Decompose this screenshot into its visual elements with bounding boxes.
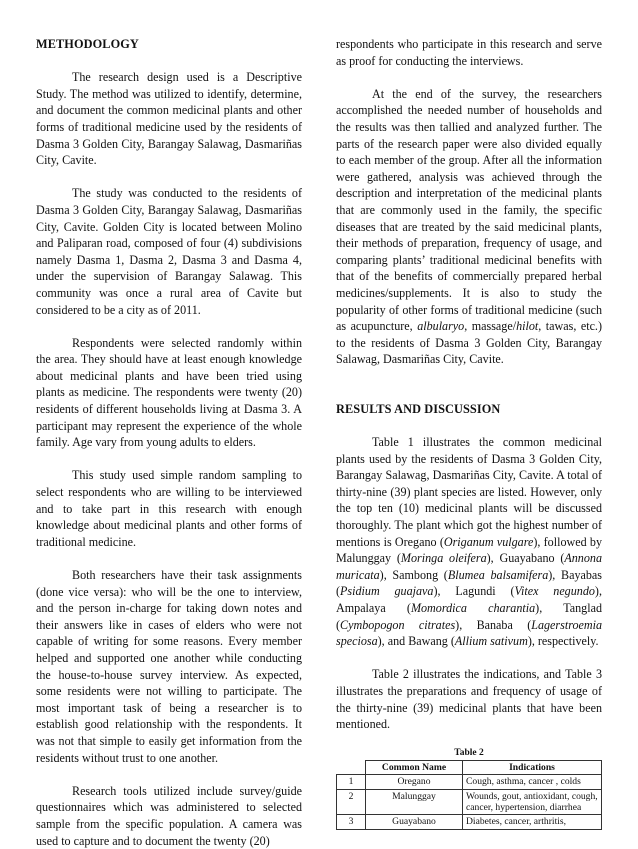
text-run: ), Tanglad ( [336,601,602,632]
row-number: 2 [337,789,366,815]
methodology-paragraph-1: The research design used is a Descriptive Study. The method was utilized to identify, determine, and document the common medicinal plants and other forms of traditional medicine used by the residents of Dasma 3 Golden City, Barangay Salawag, Dasmariñas City, Cavite. [36,70,302,168]
table-header-common-name: Common Name [366,760,463,774]
table-header-row [337,760,602,774]
methodology-heading: METHODOLOGY [36,37,139,51]
scientific-name: Annona muricata [336,551,602,582]
row-number: 1 [337,775,366,789]
right-column [336,36,602,830]
text-run: , tawas, etc.) to the residents of Dasma 3 Golden City, Barangay Salawag, Dasmariñas City, Cavite. [336,319,602,367]
text-run: ), Sambong ( [379,567,448,582]
scientific-name: Moringa oleifera [400,551,487,566]
table-row [337,789,602,815]
methodology-paragraph-2: The study was conducted to the residents of Dasma 3 Golden City, Barangay Salawag, Dasmariñas City, Cavite. Golden City is located between Molino and Paliparan road, composed of four (4) subdivisions namely Dasma 1, Dasma 2, Dasma 3 and Dasma 4, under the supervision of Barangay Salawag. This community was once a rural area of Cavite but considered to be a city as of 2011. [36,186,302,317]
scientific-name: Cymbopogon citrates [340,617,456,632]
scientific-name: Momordica charantia [410,601,536,615]
table-row [337,815,602,829]
scientific-name: Lagerstroemia speciosa [336,617,603,649]
results-paragraph-1 [336,434,602,650]
text-run: Table 1 illustrates the common medicinal plants used by the residents of Dasma 3 Golden City, Barangay Salawag, Dasmariñas City, Cavite. A total of thirty-nine (39) plant species are listed. However, only the top ten (10) medicinal plants will be discussed thoroughly. The plant which got the highest number of mentions is Oregano ( [336,435,602,549]
indications-cell: Cough, asthma, cancer , colds [463,775,602,789]
methodology-paragraph-4: This study used simple random sampling to select respondents who are willing to be interviewed and to take part in this research with enough knowledge about medicinal plants and other forms of traditional medicine. [36,468,302,549]
scientific-name: Blumea balsamifera [447,567,549,582]
analysis-paragraph [336,86,602,368]
left-column [36,36,302,849]
text-run: ), followed by Malunggay ( [336,534,602,566]
methodology-paragraph-6: Research tools utilized include survey/guide questionnaires which was administered to selected sample from the specific population. A camera was used to capture and to document the twenty (20) [36,783,302,848]
methodology-continued-paragraph: respondents who participate in this research and serve as proof for conducting the interviews. [336,37,602,68]
results-heading: RESULTS AND DISCUSSION [336,401,501,416]
scientific-name: Origanum vulgare [443,534,534,549]
text-run: ), Ampalaya ( [336,584,602,615]
text-run: ), respectively. [527,634,599,649]
results-paragraph-2: Table 2 illustrates the indications, and Table 3 illustrates the preparations and frequency of usage of the thirty-nine (39) medicinal plants that have been mentioned. [336,667,602,732]
scientific-name: Vitex negundo [514,584,595,599]
text-run: ), and Bawang ( [377,634,455,649]
methodology-paragraph-5: Both researchers have their task assignments (done vice versa): who will be the one to interview, and the person in-charge for taking down notes and their answers like in cases of elders who were not capable of writing for some reasons. Every member helped and supported one another while conducting the house-to-house survey interview. As expected, some residents were not willing to participate. The most important task of being a researcher is to establish good relationship with the respondents. It was not that simple to easily get information from the residents without trust to one another. [36,568,302,765]
text-run: ), Banaba ( [455,617,532,632]
table-2-caption: Table 2 [454,747,484,758]
common-name-cell: Guayabano [366,815,463,829]
table-2 [336,760,602,830]
scientific-name: Psidium guajava [340,584,434,599]
common-name-cell: Malunggay [366,789,463,815]
text-run: At the end of the survey, the researchers accomplished the needed number of households and the results was then tallied and analyzed further. The parts of the research paper were also divided equally to each member of the group. After all the information were gathered, analysis was achieved through the description and interpretation of the medicinal plants that are commonly used in the family, the specific diseases that are treated by the said medicinal plants, their methods of preparation, frequency of usage, and comparing plants’ traditional medicinal benefits with that of the benefits of commercially prepared herbal medicines/supplements. It is also to study the popularity of other forms of traditional medicine (such as acupuncture, [336,86,602,334]
italic-term: albularyo [417,319,465,334]
text-run: , massage/ [464,319,517,334]
text-run: ), Guayabano ( [486,551,565,566]
table-header-indications: Indications [463,760,602,774]
methodology-paragraph-3: Respondents were selected randomly within the area. They should have at least enough knowledge about medicinal plants and have been tried using plants as medicine. The respondents were twenty (20) residents of different households living at Dasma 3. A participant may represent the experience of the whole family. Age vary from young adults to elders. [36,335,302,450]
row-number: 3 [337,815,366,829]
indications-cell: Wounds, gout, antioxidant, cough, cancer, hypertension, diarrhea [463,789,602,815]
common-name-cell: Oregano [366,775,463,789]
scientific-name: Allium sativum [454,634,528,649]
table-row [337,775,602,789]
table-header-blank [337,760,366,774]
text-run: ), Lagundi ( [433,584,515,599]
italic-term: hilot [516,319,539,334]
text-run: ), Bayabas ( [336,567,603,599]
indications-cell: Diabetes, cancer, arthritis, [463,815,602,829]
